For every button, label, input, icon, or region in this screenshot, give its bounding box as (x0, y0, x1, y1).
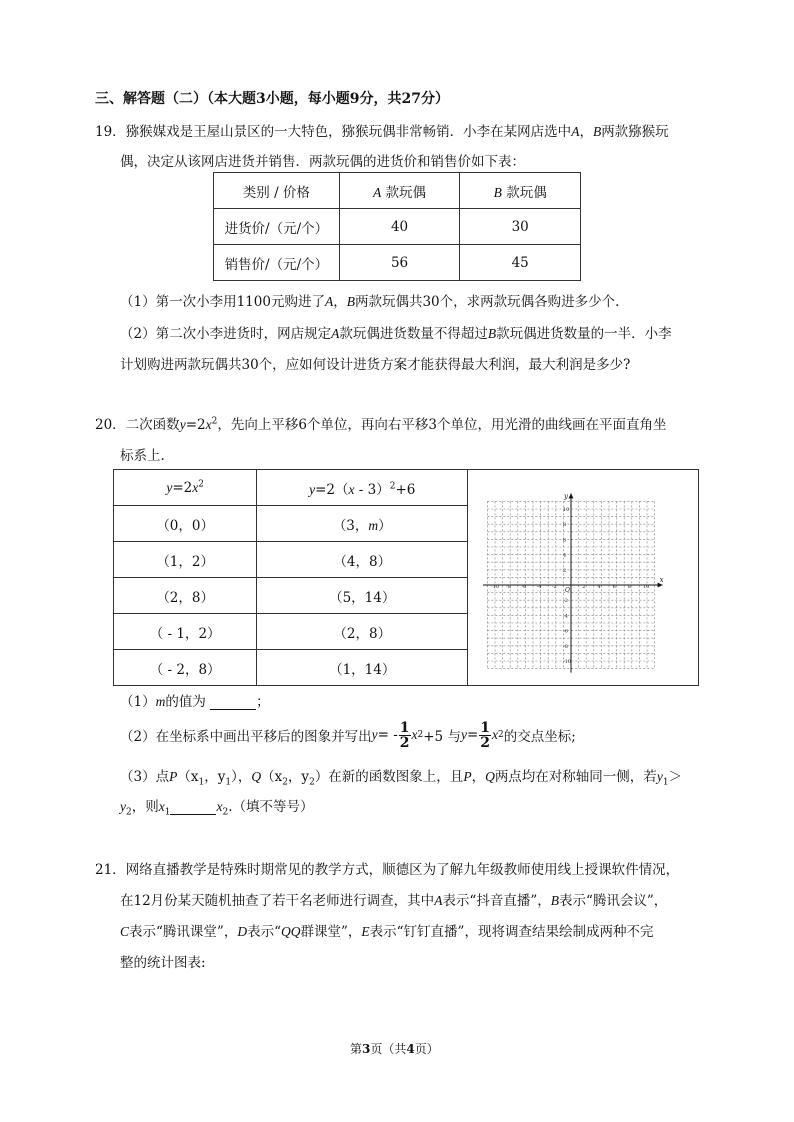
x-tick-label: -6 (521, 583, 527, 590)
x-tick-label: 4 (597, 583, 601, 590)
q20-number: 20． (95, 417, 126, 433)
x-tick-label: 10 (643, 583, 650, 590)
table-row: 进货价/（元/个） 40 30 (214, 209, 581, 245)
y-tick-label: 10 (563, 506, 570, 513)
table-row: 类别 / 价格 A 款玩偶 B 款玩偶 (214, 173, 581, 209)
table-row: 销售价/（元/个） 56 45 (214, 245, 581, 281)
q21-line3: C表示“腾讯课堂”，D表示“QQ群课堂”，E表示“钉钉直播”，现将调查结果绘制成两种不完 (120, 924, 654, 940)
q21-number: 21． (95, 862, 126, 878)
q19-part2-line2: 计划购进两款玩偶共30个，应如何设计进货方案才能获得最大利润，最大利润是多少? (120, 357, 631, 373)
q19-part1: （1）第一次小李用1100元购进了A，B两款玩偶共30个，求两款玩偶各购进多少个. (120, 294, 620, 310)
x-tick-label: 6 (612, 583, 616, 590)
q20-value-table (113, 469, 699, 686)
y-tick-label: -8 (563, 643, 568, 650)
table-row: $y=2x^2$ y=2（x - 3）$^2$+6 x y O -10 -8 -6 -4 -2 2 4 6 8 10 10 8 6 4 2 -2 -4 -6 -8 -10 (114, 470, 699, 506)
q19-part2: （2）第二次小李进货时，网店规定A款玩偶进货数量不得超过B款玩偶进货数量的一半．小李 (120, 326, 672, 342)
page-footer: 第3页（共4页） (350, 1042, 439, 1056)
table-row: （ - 2，8） （1，14） (114, 650, 699, 686)
grid-cell (468, 470, 699, 686)
x-tick-label: -4 (536, 583, 542, 590)
x-tick-label: -8 (506, 583, 512, 590)
q21-line1: 21．网络直播教学是特殊时期常见的教学方式，顺德区为了解九年级教师使用线上授课软件情况， (95, 862, 680, 878)
answer-blank[interactable] (210, 695, 256, 710)
q20-line1: 20．二次函数$y=2x^2$，先向上平移6个单位，再向右平移3个单位，用光滑的曲线画在平面直角坐 (95, 416, 667, 433)
origin-label: O (565, 586, 570, 594)
x-tick-label: -2 (551, 583, 557, 590)
table-row: （0，0） （3，m） (114, 506, 699, 542)
x-tick-label: 2 (582, 583, 586, 590)
section-heading: 三、解答题（二）（本大题3小题，每小题9分，共27分） (95, 91, 449, 107)
x-tick-label: -10 (491, 583, 500, 590)
fraction: $\frac{1}{2}$ (399, 719, 410, 751)
y-tick-label: -10 (563, 658, 572, 665)
y-axis-arrow (569, 493, 574, 498)
fraction: $\frac{1}{2}$ (480, 719, 491, 751)
q19-line1: 19．猕猴媒戏是王屋山景区的一大特色，猕猴玩偶非常畅销．小李在某网店选中A，B两款猕猴玩 (95, 124, 669, 140)
y-axis-label: y (564, 491, 569, 500)
y-tick-label: 6 (563, 536, 567, 543)
y-tick-label: -2 (563, 597, 568, 604)
q20-part1: （1）m的值为 ； (120, 694, 270, 710)
table-row: （2，8） （5，14） (114, 578, 699, 614)
x-axis-label: x (659, 575, 664, 584)
y-tick-label: -6 (563, 628, 568, 635)
q20-line2: 标系上. (120, 448, 165, 464)
x-tick-label: 8 (627, 583, 632, 590)
y-tick-label: -4 (563, 612, 568, 619)
y-tick-label: 2 (563, 567, 567, 574)
table-row: （ - 1，2） （2，8） (114, 614, 699, 650)
table-row: （1，2） （4，8） (114, 542, 699, 578)
q19-price-table (213, 172, 581, 281)
q21-line2: 在12月份某天随机抽查了若干名老师进行调查，其中A表示“抖音直播”，B表示“腾讯会议”， (120, 893, 668, 909)
q19-number: 19． (95, 124, 126, 140)
answer-blank[interactable] (170, 800, 216, 815)
q21-line4: 整的统计图表: (120, 955, 206, 971)
q19-line2: 偶，决定从该网店进货并销售．两款玩偶的进货价和销售价如下表： (120, 154, 525, 170)
q20-part2: （2）在坐标系中画出平移后的图象并写出 y = - $\frac{1}{2}$ x 2 +5 与 y = $\frac{1}{2}$ x 2 的交点坐标; (120, 719, 576, 751)
q20-part3-line2: $y_2$，则$x_1$ $x_2$.（填不等号） (120, 799, 314, 818)
coordinate-grid (483, 477, 683, 675)
y-tick-label: 4 (563, 552, 567, 559)
q20-part3: （3）点$P(x_1$，$y_1$），$Q(x_2$，$y_2$）在新的函数图象上，且P，Q两点均在对称轴同一侧，若$y_1>$ (120, 769, 683, 788)
y-tick-label: 8 (563, 521, 567, 528)
